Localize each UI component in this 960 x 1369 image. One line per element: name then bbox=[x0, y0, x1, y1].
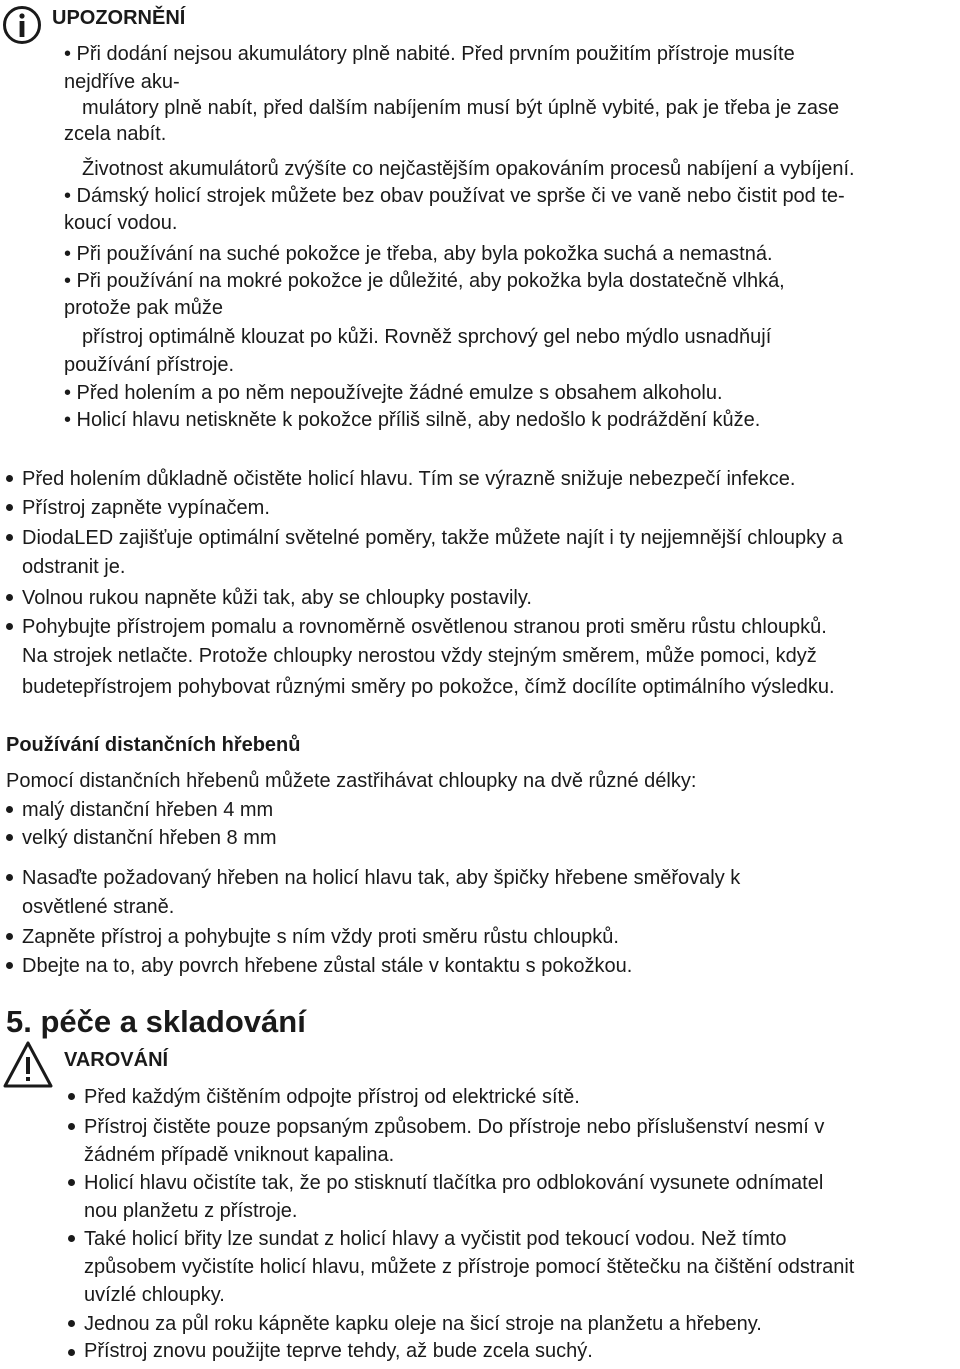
notice-line: koucí vodou. bbox=[64, 212, 178, 234]
care-line: Holicí hlavu očistíte tak, že po stisknutí tlačítka pro odblokování vysunete odnímatel bbox=[84, 1172, 824, 1194]
care-line: Jednou za půl roku kápněte kapku oleje na šicí stroje na planžetu a hřebeny. bbox=[84, 1313, 762, 1335]
care-line: Přístroj znovu použijte teprve tehdy, až bude zcela suchý. bbox=[84, 1340, 593, 1362]
bullet-dot bbox=[6, 834, 13, 841]
bullet-dot bbox=[68, 1093, 75, 1100]
section-title-care: 5. péče a skladování bbox=[6, 1004, 306, 1039]
bullet-dot bbox=[6, 806, 13, 813]
usage-line: budetepřístrojem pohybovat různými směry po pokožce, čímž docílíte optimálního výsledku. bbox=[22, 676, 835, 698]
notice-line: • Před holením a po něm nepoužívejte žádné emulze s obsahem alkoholu. bbox=[64, 382, 723, 404]
notice-line: • Holicí hlavu netiskněte k pokožce příliš silně, aby nedošlo k podráždění kůže. bbox=[64, 409, 761, 431]
notice-line: • Při používání na mokré pokožce je důležité, aby pokožka byla dostatečně vlhká, bbox=[64, 270, 785, 292]
usage-line: DiodaLED zajišťuje optimální světelné poměry, takže můžete najít i ty nejjemnější chloupky a bbox=[22, 527, 843, 549]
bullet-dot bbox=[68, 1320, 75, 1327]
care-line: Také holicí břity lze sundat z holicí hlavy a vyčistit pod tekoucí vodou. Než tímto bbox=[84, 1228, 787, 1250]
combs-step: Zapněte přístroj a pohybujte s ním vždy proti směru růstu chloupků. bbox=[22, 926, 619, 948]
combs-step: osvětlené straně. bbox=[22, 896, 175, 918]
bullet-dot bbox=[68, 1235, 75, 1242]
bullet-dot bbox=[68, 1179, 75, 1186]
combs-step: Nasaďte požadovaný hřeben na holicí hlavu tak, aby špičky hřebene směřovaly k bbox=[22, 867, 741, 889]
notice-heading: UPOZORNĚNÍ bbox=[52, 7, 186, 29]
notice-line: zcela nabít. bbox=[64, 123, 167, 145]
usage-line: Volnou rukou napněte kůži tak, aby se chloupky postavily. bbox=[22, 587, 532, 609]
notice-line: mulátory plně nabít, před dalším nabíjením musí být úplně vybité, pak je třeba je zase bbox=[82, 97, 840, 119]
combs-heading: Používání distančních hřebenů bbox=[6, 734, 301, 756]
notice-line: • Při používání na suché pokožce je třeba, aby byla pokožka suchá a nemastná. bbox=[64, 243, 773, 265]
bullet-dot bbox=[6, 504, 13, 511]
warning-heading: VAROVÁNÍ bbox=[64, 1049, 169, 1071]
bullet-dot bbox=[6, 933, 13, 940]
care-line: nou planžetu z přístroje. bbox=[84, 1200, 298, 1222]
warning-triangle-icon bbox=[2, 1040, 54, 1090]
bullet-dot bbox=[68, 1123, 75, 1130]
usage-line: Na strojek netlačte. Protože chloupky nerostou vždy stejným směrem, může pomoci, když bbox=[22, 645, 817, 667]
bullet-dot bbox=[68, 1349, 75, 1356]
care-line: uvízlé chloupky. bbox=[84, 1284, 225, 1306]
bullet-dot bbox=[6, 962, 13, 969]
bullet-dot bbox=[6, 594, 13, 601]
combs-intro: Pomocí distančních hřebenů můžete zastřihávat chloupky na dvě různé délky: bbox=[6, 770, 697, 792]
notice-line: používání přístroje. bbox=[64, 354, 235, 376]
care-line: žádném případě vniknout kapalina. bbox=[84, 1144, 395, 1166]
notice-line: přístroj optimálně klouzat po kůži. Rovněž sprchový gel nebo mýdlo usnadňují bbox=[82, 326, 772, 348]
bullet-dot bbox=[6, 623, 13, 630]
care-line: Před každým čištěním odpojte přístroj od elektrické sítě. bbox=[84, 1086, 580, 1108]
bullet-dot bbox=[6, 475, 13, 482]
care-line: Přístroj čistěte pouze popsaným způsobem. Do přístroje nebo příslušenství nesmí v bbox=[84, 1116, 825, 1138]
notice-line: Životnost akumulátorů zvýšíte co nejčastějším opakováním procesů nabíjení a vybíjení. bbox=[82, 158, 855, 180]
usage-line: Pohybujte přístrojem pomalu a rovnoměrně osvětlenou stranou proti směru růstu chloupků. bbox=[22, 616, 827, 638]
usage-line: odstranit je. bbox=[22, 556, 126, 578]
bullet-dot bbox=[6, 534, 13, 541]
notice-line: • Při dodání nejsou akumulátory plně nabité. Před prvním použitím přístroje musíte bbox=[64, 43, 795, 65]
combs-step: Dbejte na to, aby povrch hřebene zůstal stále v kontaktu s pokožkou. bbox=[22, 955, 633, 977]
care-line: způsobem vyčistíte holicí hlavu, můžete z přístroje pomocí štětečku na čištění odstranit bbox=[84, 1256, 855, 1278]
info-circle-icon bbox=[2, 5, 42, 45]
bullet-dot bbox=[6, 874, 13, 881]
notice-line: protože pak může bbox=[64, 297, 223, 319]
usage-line: Přístroj zapněte vypínačem. bbox=[22, 497, 270, 519]
combs-item: malý distanční hřeben 4 mm bbox=[22, 799, 274, 821]
usage-line: Před holením důkladně očistěte holicí hlavu. Tím se výrazně snižuje nebezpečí infekce. bbox=[22, 468, 796, 490]
combs-item: velký distanční hřeben 8 mm bbox=[22, 827, 277, 849]
notice-line: nejdříve aku- bbox=[64, 71, 180, 93]
notice-line: • Dámský holicí strojek můžete bez obav používat ve sprše či ve vaně nebo čistit pod te- bbox=[64, 185, 845, 207]
